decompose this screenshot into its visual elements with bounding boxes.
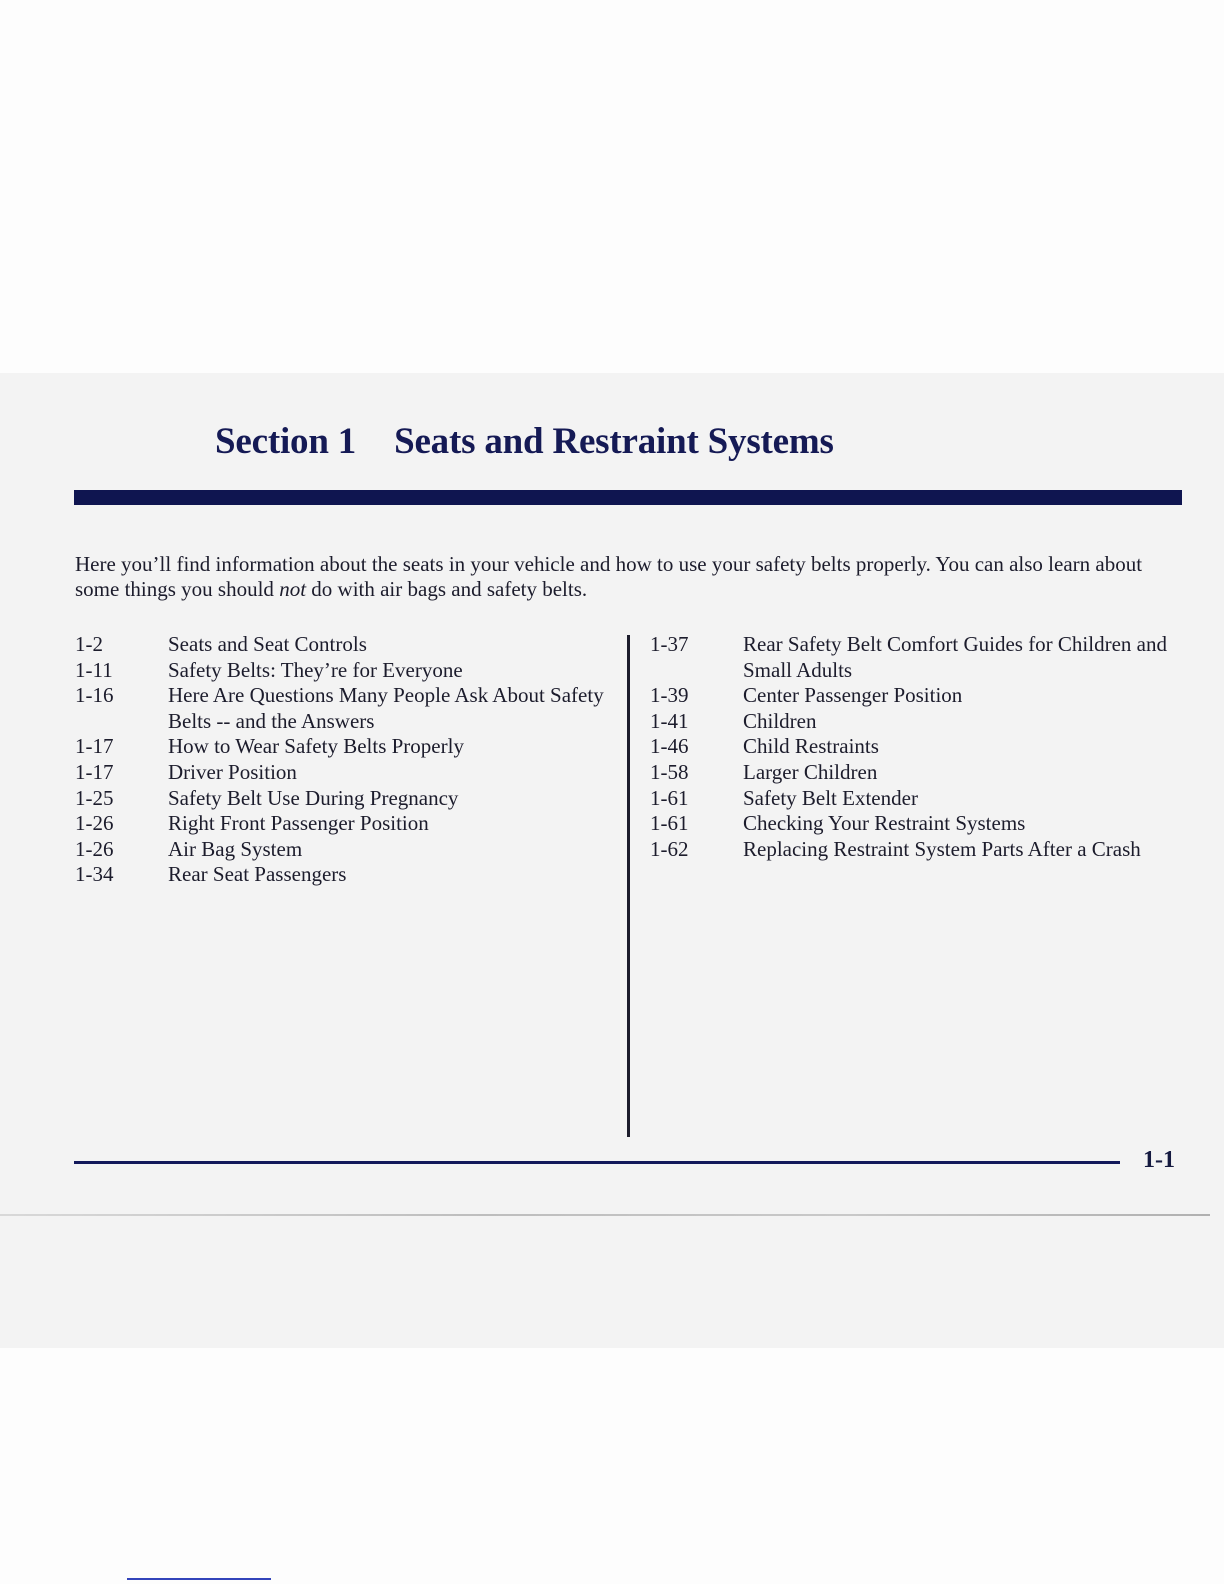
toc-page-number: 1-26 — [75, 836, 114, 861]
toc-left-column — [75, 632, 610, 888]
toc-entry[interactable] — [650, 709, 1190, 735]
page-title — [215, 420, 834, 463]
toc-entry[interactable] — [75, 683, 610, 734]
toc-entry-title: Safety Belts: They’re for Everyone — [168, 657, 463, 682]
intro-paragraph — [75, 552, 1185, 602]
toc-entry-title: Child Restraints — [743, 734, 879, 759]
toc-entry-title: Here Are Questions Many People Ask About Safety Belts -- and the Answers — [168, 683, 604, 733]
toc-entry[interactable] — [75, 811, 610, 837]
toc-page-number: 1-16 — [75, 683, 114, 708]
toc-entry-title: Checking Your Restraint Systems — [743, 811, 1026, 836]
toc-entry[interactable] — [650, 786, 1190, 812]
toc-entry-title: Rear Safety Belt Comfort Guides for Children and Small Adults — [743, 632, 1167, 682]
toc-page-number: 1-26 — [75, 811, 114, 836]
section-title-text: Seats and Restraint Systems — [394, 421, 834, 462]
toc-page-number: 1-37 — [650, 632, 689, 656]
toc-entry-title: Right Front Passenger Position — [168, 811, 429, 836]
bottom-line — [127, 1578, 271, 1580]
toc-entry-title: Safety Belt Extender — [743, 785, 918, 810]
column-divider — [627, 635, 630, 1137]
toc-entry-title: How to Wear Safety Belts Properly — [168, 734, 464, 759]
toc-entry-title: Children — [743, 708, 817, 733]
toc-page-number: 1-46 — [650, 734, 689, 759]
toc-page-number: 1-17 — [75, 734, 114, 759]
footer-rule — [74, 1161, 1120, 1164]
toc-entry[interactable] — [650, 811, 1190, 837]
toc-entry[interactable] — [75, 837, 610, 863]
toc-entry[interactable] — [75, 786, 610, 812]
toc-entry-title: Replacing Restraint System Parts After a Crash — [743, 836, 1141, 861]
intro-text-before: Here you’ll find information about the seats in your vehicle and how to use your safety belts properly. You can also learn about some things you should — [75, 552, 1143, 601]
toc-entry-title: Seats and Seat Controls — [168, 632, 367, 656]
toc-entry[interactable] — [650, 734, 1190, 760]
toc-right-column — [650, 632, 1190, 862]
toc-entry-title: Rear Seat Passengers — [168, 862, 347, 887]
toc-entry[interactable] — [650, 683, 1190, 709]
toc-page-number: 1-34 — [75, 862, 114, 887]
toc-entry-title: Driver Position — [168, 759, 297, 784]
section-label: Section 1 — [215, 421, 357, 462]
toc-entry[interactable] — [75, 632, 610, 658]
toc-page-number: 1-61 — [650, 811, 689, 836]
toc-entry[interactable] — [650, 837, 1190, 863]
toc-entry[interactable] — [650, 632, 1190, 683]
toc-page-number: 1-41 — [650, 708, 689, 733]
title-rule — [74, 490, 1182, 505]
toc-page-number: 1-62 — [650, 836, 689, 861]
toc-entry-title: Center Passenger Position — [743, 683, 963, 708]
toc-page-number: 1-39 — [650, 683, 689, 708]
toc-entry[interactable] — [75, 734, 610, 760]
toc-entry[interactable] — [650, 760, 1190, 786]
toc-entry-title: Larger Children — [743, 759, 878, 784]
toc-entry[interactable] — [75, 862, 610, 888]
toc-page-number: 1-25 — [75, 785, 114, 810]
toc-entry[interactable] — [75, 658, 610, 684]
toc-page-number: 1-61 — [650, 785, 689, 810]
intro-text-after: do with air bags and safety belts. — [306, 577, 588, 601]
toc-page-number: 1-2 — [75, 632, 103, 656]
page-number: 1-1 — [1143, 1147, 1175, 1173]
toc-page-number: 1-17 — [75, 759, 114, 784]
toc-page-number: 1-11 — [75, 657, 113, 682]
toc-entry-title: Air Bag System — [168, 836, 303, 861]
toc-entry[interactable] — [75, 760, 610, 786]
panel-edge-line — [0, 1214, 1210, 1216]
toc-page-number: 1-58 — [650, 759, 689, 784]
intro-emphasis: not — [279, 577, 307, 601]
toc-entry-title: Safety Belt Use During Pregnancy — [168, 785, 459, 810]
